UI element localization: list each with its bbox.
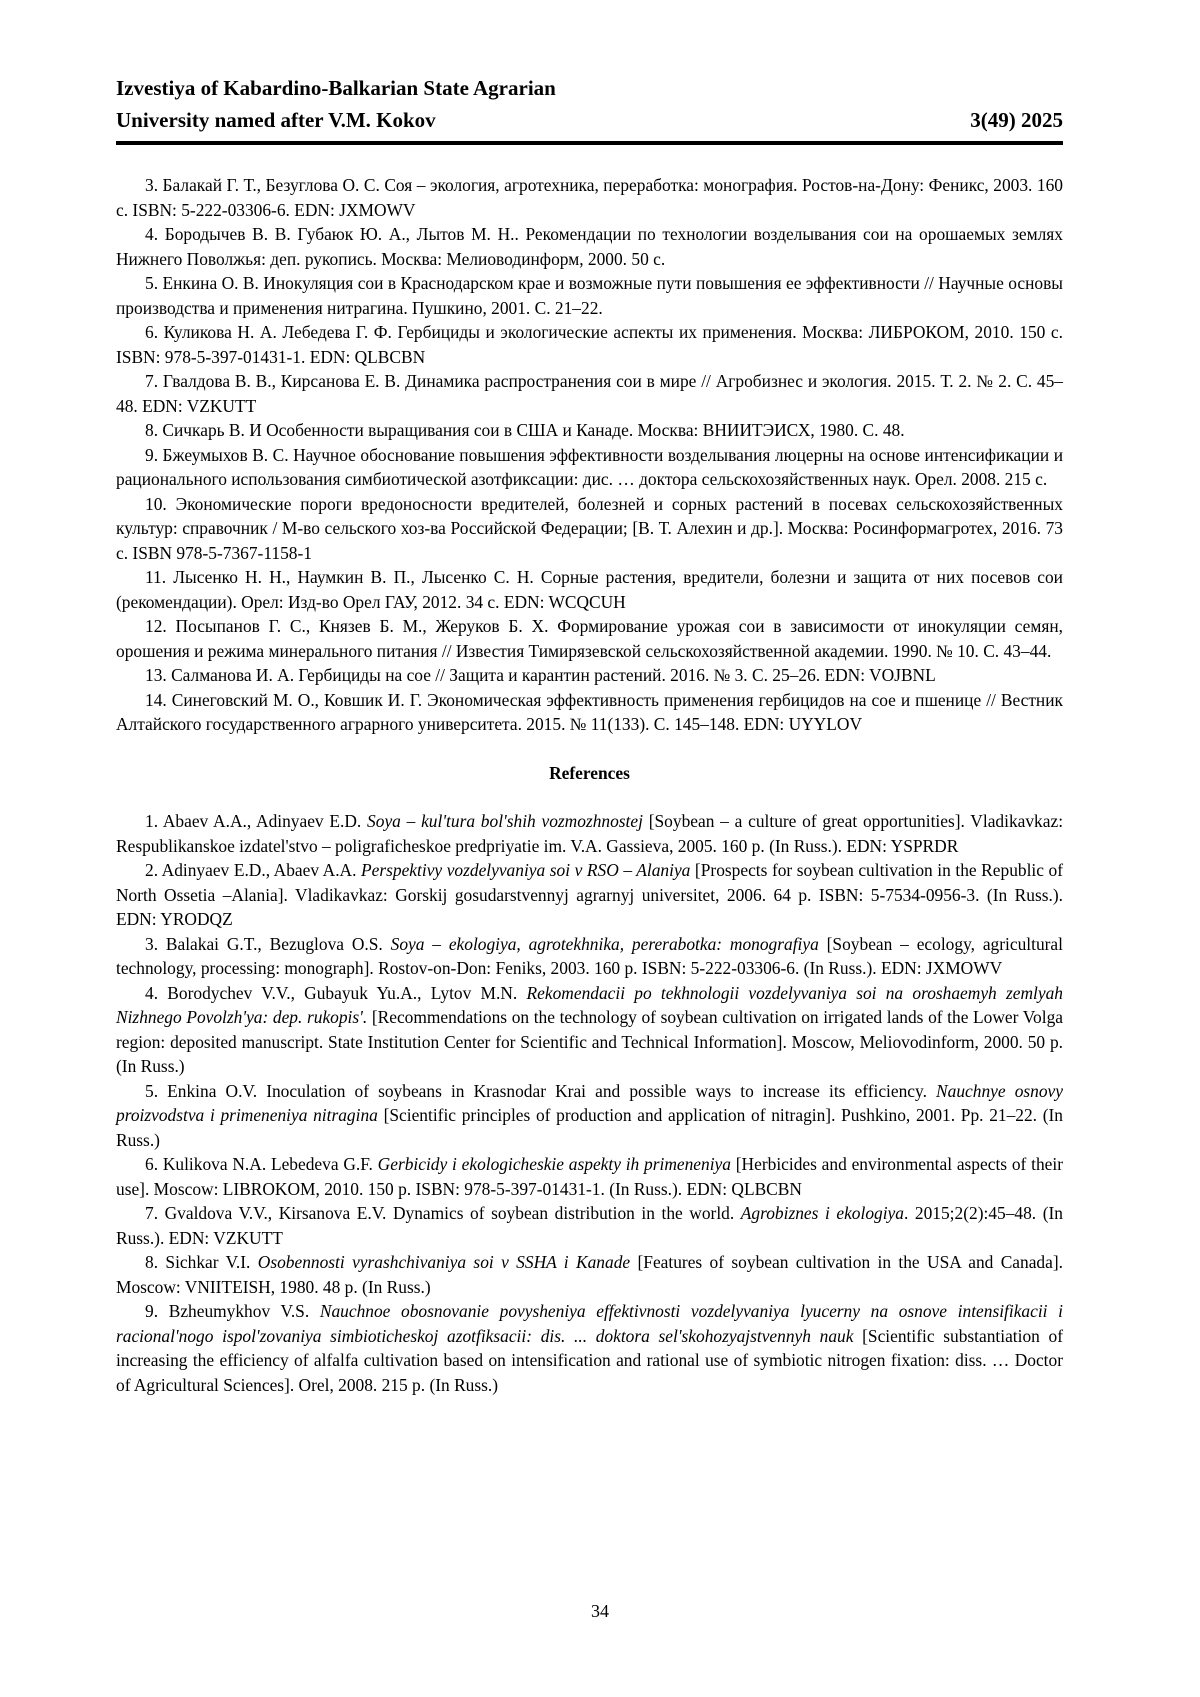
english-reference-list [116,809,1063,1397]
reference-ru: 3. Балакай Г. Т., Безуглова О. С. Соя – экология, агротехника, переработка: монография. Ростов-на-Дону: Феникс, 2003. 160 с. ISBN: 5-222-03306-6. EDN: JXMOWV [116,175,1063,220]
reference-ru: 4. Бородычев В. В. Губаюк Ю. А., Лытов М. Н.. Рекомендации по технологии возделывания сои на орошаемых землях Нижнего Поволжья: деп. рукопись. Москва: Мелиоводинформ, 2000. 50 с. [116,224,1063,269]
reference-en [116,1079,1063,1153]
reference-en [116,932,1063,981]
russian-reference-list [116,173,1063,737]
reference-title: Gerbicidy i ekologicheskie aspekty ih primeneniya [377,1154,731,1174]
reference-lead: 1. Abaev A.A., Adinyaev E.D. [145,811,368,831]
reference-lead: 3. Balakai G.T., Bezuglova O.S. [145,933,391,954]
reference-lead: 4. Borodychev V.V., Gubayuk Yu.A., Lytov M.N. [145,982,527,1003]
issue-number: 3(49) 2025 [970,108,1063,132]
reference-en [116,809,1063,858]
reference-title: Perspektivy vozdelyvaniya soi v RSO – Alaniya [361,860,691,880]
reference-rest: [Scientific substantiation of increasing the efficiency of alfalfa cultivation based on intensification and rational use of symbiotic nitrogen fixation: diss. … Doctor of Agricultural Sciences]. Orel, 2008. 215 p. (In Russ.) [116,1325,1064,1395]
reference-lead: 2. Adinyaev E.D., Abaev A.A. [145,860,362,880]
reference-en [116,1152,1063,1201]
reference-ru: 11. Лысенко Н. Н., Наумкин В. П., Лысенко С. Н. Сорные растения, вредители, болезни и защита от них посевов сои (рекомендации). Орел: Изд-во Орел ГАУ, 2012. 34 с. EDN: WCQCUH [116,567,1063,612]
reference-ru: 5. Енкина О. В. Инокуляция сои в Краснодарском крае и возможные пути повышения ее эффективности // Научные основы производства и применения нитрагина. Пушкино, 2001. С. 21–22. [116,273,1063,318]
reference-ru: 6. Куликова Н. А. Лебедева Г. Ф. Гербициды и экологические аспекты их применения. Москва: ЛИБРОКОМ, 2010. 150 с. ISBN: 978-5-397-01431-1. EDN: QLBCBN [116,322,1063,367]
reference-ru: 9. Бжеумыхов В. С. Научное обоснование повышения эффективности возделывания люцерны на основе интенсификации и рационального использования симбиотической азотфиксации: дис. … доктора сельскохозяйственных наук. Орел. 2008. 215 с. [116,444,1063,489]
reference-title: Nauchnoe obosnovanie povysheniya effektivnosti vozdelyvaniya lyucerny na osnove intensifikacii i racional'nogo ispol'zovaniya simbioticheskoj azotfiksacii: dis. ... doktora sel'skohozyajstvennyh nauk [116,1301,1063,1346]
reference-ru: 14. Синеговский М. О., Ковшик И. Г. Экономическая эффективность применения гербицидов на сое и пшенице // Вестник Алтайского государственного аграрного университета. 2015. № 11(133). С. 145–148. EDN: UYYLOV [116,689,1063,734]
page-number: 34 [591,1601,609,1621]
reference-en [116,1201,1063,1250]
reference-lead: 9. Bzheumykhov V.S. [145,1301,320,1321]
reference-en [116,1299,1063,1397]
reference-ru: 12. Посыпанов Г. С., Князев Б. М., Жеруков Б. Х. Формирование урожая сои в зависимости от инокуляции семян, орошения и режима минерального питания // Известия Тимирязевской сельскохозяйственной академии. 1990. № 10. С. 43–44. [116,616,1063,661]
journal-title-line2: University named after V.M. Kokov [116,108,436,132]
reference-en [116,981,1063,1079]
reference-title: Soya – ekologiya, agrotekhnika, pererabotka: monografiya [390,933,819,954]
reference-rest: [Recommendations on the technology of soybean cultivation on irrigated lands of the Lower Volga region: deposited manuscript. State Institution Center for Scientific and Technical Information]. Moscow, Meliovodinform, 2000. 50 p. (In Russ.) [116,1007,1064,1076]
reference-ru: 10. Экономические пороги вредоносности вредителей, болезней и сорных растений в посевах сельскохозяйственных культур: справочник / М-во сельского хоз-ва Российской Федерации; [В. Т. Алехин и др.]. Москва: Росинформагротех, 2016. 73 с. ISBN 978-5-7367-1158-1 [116,493,1063,563]
reference-rest: [Soybean – a culture of great opportunities]. Vladikavkaz: Respublikanskoe izdatel'stvo – poligraficheskoe predpriyatie im. V.A. Gassieva, 2005. 160 p. (In Russ.). EDN: YSPRDR [116,811,1064,856]
reference-lead: 5. Enkina O.V. Inoculation of soybeans in Krasnodar Krai and possible ways to increase its efficiency. [145,1080,937,1101]
references-heading: References [549,762,630,783]
reference-rest: . 2015;2(2):45–48. (In Russ.). EDN: VZKUTT [116,1203,1063,1248]
reference-title: Nauchnye osnovy proizvodstva i primeneniya nitragina [116,1080,1063,1125]
reference-title: Rekomendacii po tekhnologii vozdelyvaniya soi na oroshaemyh zemlyah Nizhnego Povolzh'ya: dep. rukopis'. [116,982,1063,1027]
reference-rest: [Scientific principles of production and application of nitragin]. Pushkino, 2001. Pp. 21–22. (In Russ.) [116,1105,1063,1150]
journal-header-line2 [116,104,1063,136]
reference-title: Soya – kul'tura bol'shih vozmozhnostej [367,811,643,831]
journal-title-line1: Izvestiya of Kabardino-Balkarian State Agrarian [116,76,556,100]
reference-lead: 7. Gvaldova V.V., Kirsanova E.V. Dynamics of soybean distribution in the world. [145,1203,741,1223]
reference-lead: 8. Sichkar V.I. [145,1252,258,1272]
reference-rest: [Soybean – ecology, agricultural technology, processing: monograph]. Rostov-on-Don: Feniks, 2003. 160 p. ISBN: 5-222-03306-6. (In Russ.). EDN: JXMOWV [116,933,1063,978]
reference-rest: [Herbicides and environmental aspects of their use]. Moscow: LIBROKOM, 2010. 150 p. ISBN: 978-5-397-01431-1. (In Russ.). EDN: QLBCBN [116,1154,1063,1199]
reference-en [116,858,1063,932]
journal-header [116,72,1063,136]
header-rule [116,141,1063,145]
reference-rest: [Features of soybean cultivation in the USA and Canada]. Moscow: VNIITEISH, 1980. 48 p. (In Russ.) [116,1252,1063,1297]
article-body [116,173,1063,1397]
reference-ru: 8. Сичкарь В. И Особенности выращивания сои в США и Канаде. Москва: ВНИИТЭИСХ, 1980. С. 48. [145,420,905,440]
reference-title: Agrobiznes i ekologiya [740,1203,904,1223]
reference-ru: 7. Гвалдова В. В., Кирсанова Е. В. Динамика распространения сои в мире // Агробизнес и экология. 2015. Т. 2. № 2. С. 45–48. EDN: VZKUTT [116,371,1063,416]
reference-title: Osobennosti vyrashchivaniya soi v SSHA i Kanade [257,1252,631,1272]
reference-en [116,1250,1063,1299]
reference-lead: 6. Kulikova N.A. Lebedeva G.F. [145,1154,378,1174]
reference-rest: [Prospects for soybean cultivation in the Republic of North Ossetia –Alania]. Vladikavkaz: Gorskij gosudarstvennyj agrarnyj universitet, 2006. 64 p. ISBN: 5-7534-0956-3. (In Russ.). EDN: YRODQZ [116,860,1064,929]
reference-ru: 13. Салманова И. А. Гербициды на сое // Защита и карантин растений. 2016. № 3. С. 25–26. EDN: VOJBNL [145,665,936,685]
